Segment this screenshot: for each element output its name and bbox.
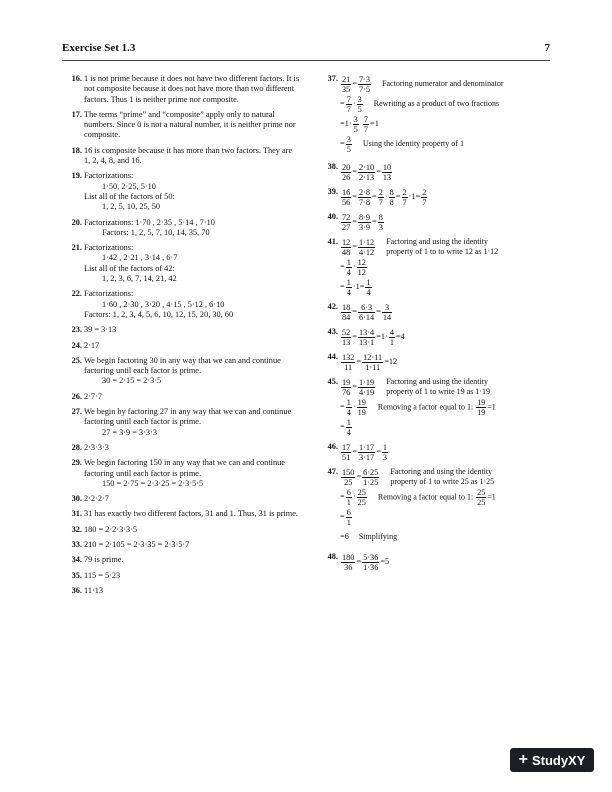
problem-41: 41. $\frac{12}{48}$ = $\frac{1\cdot 12}{4\cdot 12}$ Factoring and using the identity property of 1 to to write 12 as 1·12 = $\frac{1}{4}$ · $\frac{12}{12}$ = $\frac{1}{4}$ · 1 = $\frac{1}{4}$ bbox=[327, 237, 499, 297]
problem-text: 1·42 , 2·21 , 3·14 , 6·7 bbox=[102, 253, 178, 263]
problem-item bbox=[62, 74, 300, 105]
problem-item bbox=[62, 540, 300, 550]
problem-text: List all of the factors of 42: bbox=[84, 263, 175, 273]
problem-text: 180 = 2·2·3·3·5 bbox=[84, 524, 138, 534]
studyxy-logo: + StudyXY bbox=[510, 748, 594, 772]
problem-number: 19. bbox=[71, 171, 82, 181]
problem-number: 24. bbox=[71, 340, 82, 350]
problem-item bbox=[62, 325, 300, 335]
header-rule bbox=[62, 60, 550, 61]
problem-item bbox=[62, 171, 300, 212]
page-number: 7 bbox=[544, 42, 550, 54]
problem-item bbox=[62, 218, 300, 239]
page-header bbox=[62, 42, 550, 58]
problem-number: 27. bbox=[71, 407, 82, 417]
section-title: Exercise Set 1.3 bbox=[62, 42, 136, 54]
plus-icon: + bbox=[518, 751, 528, 768]
problem-number: 20. bbox=[71, 217, 82, 227]
problem-item bbox=[62, 509, 300, 519]
problem-item bbox=[62, 586, 300, 596]
problem-text: Factorizations: bbox=[84, 243, 134, 253]
problem-42: 42. $\frac{18}{84}$ = $\frac{6\cdot 3}{6\cdot 14}$ = $\frac{3}{14}$ bbox=[327, 302, 392, 322]
problem-number: 30. bbox=[71, 494, 82, 504]
problem-47: 47. $\frac{150}{25}$ = $\frac{6\cdot 25}{1\cdot 25}$ Factoring and using the identity property of 1 to write 25 as 1·25 = $\frac{6}{1}$ · $\frac{25}{25}$ Removing a factor equal to 1: $\frac{25}{25}$ =1 = $\frac{6}{1}$ = 6 Simplifying bbox=[327, 467, 496, 541]
problem-number: 32. bbox=[71, 524, 82, 534]
problem-number: 35. bbox=[71, 570, 82, 580]
problem-text: 39 = 3·13 bbox=[84, 325, 117, 335]
problem-item bbox=[62, 443, 300, 453]
problem-item bbox=[62, 458, 300, 489]
problem-number: 33. bbox=[71, 539, 82, 549]
problem-text: We begin factoring 30 in any way that we can and continue factoring until each factor is prime. bbox=[84, 355, 281, 376]
problem-item bbox=[62, 356, 300, 387]
problem-item bbox=[62, 392, 300, 402]
problem-text: 2·17 bbox=[84, 340, 100, 350]
problem-text: 1 is not prime because it does not have two different factors. It is not composite because it does not have more than two different factors. Thus 1 is neither prime nor composite. bbox=[84, 74, 300, 104]
problem-item bbox=[62, 146, 300, 167]
problem-item bbox=[62, 341, 300, 351]
problem-text: The terms “prime” and “composite” apply only to natural numbers. Since 0 is not a natural number, it is neither prime nor composite. bbox=[84, 109, 296, 140]
problem-44: 44. $\frac{132}{11}$ = $\frac{12\cdot 11}{1\cdot 11}$ = 12 bbox=[327, 352, 398, 372]
problem-38: 38. $\frac{20}{26}$ = $\frac{2\cdot 10}{2\cdot 13}$ = $\frac{10}{13}$ bbox=[327, 162, 392, 182]
problem-text: 1, 2, 5, 10, 25, 50 bbox=[102, 202, 161, 212]
problem-text: 150 = 2·75 = 2·3·25 = 2·3·5·5 bbox=[102, 478, 204, 488]
problem-number: 17. bbox=[71, 109, 82, 119]
problem-number: 26. bbox=[71, 391, 82, 401]
problem-item bbox=[62, 494, 300, 504]
problem-text: List all of the factors of 50: bbox=[84, 191, 175, 201]
problem-48: 48. $\frac{180}{36}$ = $\frac{5\cdot 36}{1\cdot 36}$ = 5 bbox=[327, 552, 390, 572]
problem-item bbox=[62, 525, 300, 535]
problem-text: Factors: 1, 2, 5, 7, 10, 14, 35, 70 bbox=[102, 227, 210, 237]
problem-text: 2·7·7 bbox=[84, 391, 102, 401]
problem-number: 36. bbox=[71, 585, 82, 595]
problem-item bbox=[62, 243, 300, 284]
problem-number: 34. bbox=[71, 555, 82, 565]
problem-text: 79 is prime. bbox=[84, 555, 124, 565]
problem-number: 16. bbox=[71, 74, 82, 83]
problem-text: Factorizations: 1·70 , 2·35 , 5·14 , 7·10 bbox=[84, 217, 215, 227]
problem-text: 11·13 bbox=[84, 585, 104, 595]
right-column bbox=[318, 74, 558, 577]
problem-number: 25. bbox=[71, 355, 82, 365]
problem-number: 29. bbox=[71, 458, 82, 468]
problem-number: 28. bbox=[71, 442, 82, 452]
problem-item bbox=[62, 407, 300, 438]
problem-number: 22. bbox=[71, 289, 82, 299]
problem-text: 210 = 2·105 = 2·3·35 = 2·3·5·7 bbox=[84, 539, 190, 549]
problem-text: 1·50, 2·25, 5·10 bbox=[102, 181, 156, 191]
problem-37: 37. $\frac{21}{35}$ = $\frac{7\cdot 3}{7\cdot 5}$ Factoring numerator and denominator = $\frac{7}{7}$ · $\frac{3}{5}$ Rewriting as a product of two fractions = 1 · $\frac{3}{5}$ $\frac{7}{7}$ = 1 = $\frac{3}{5}$ Using the identity property of 1 bbox=[327, 74, 504, 154]
problem-text: We begin factoring 150 in any way that we can and continue factoring until each factor is prime. bbox=[84, 458, 285, 478]
problem-text: 2·3·3·3 bbox=[84, 442, 109, 452]
problem-46: 46. $\frac{17}{51}$ = $\frac{1\cdot 17}{3\cdot 17}$ = $\frac{1}{3}$ bbox=[327, 442, 388, 462]
problem-text: 31 has exactly two different factors, 31 and 1. Thus, 31 is prime. bbox=[84, 509, 298, 519]
problem-text: Factorizations: bbox=[84, 289, 134, 299]
problem-text: We begin by factoring 27 in any way that we can and continue factoring until each factor is prime. bbox=[84, 407, 292, 427]
problem-number: 18. bbox=[71, 145, 82, 155]
problem-text: 2·2·2·7 bbox=[84, 494, 109, 504]
problem-item bbox=[62, 110, 300, 141]
problem-item bbox=[62, 555, 300, 565]
problem-number: 31. bbox=[71, 509, 82, 519]
left-column bbox=[62, 74, 300, 601]
problem-text: Factorizations: bbox=[84, 171, 134, 181]
problem-text: 1, 2, 3, 6, 7, 14, 21, 42 bbox=[102, 274, 177, 284]
problem-text: 30 = 2·15 = 2·3·5 bbox=[102, 376, 162, 386]
problem-number: 21. bbox=[71, 243, 82, 253]
problem-text: 27 = 3·9 = 3·3·3 bbox=[102, 427, 157, 437]
problem-39: 39. $\frac{16}{56}$ = $\frac{2\cdot 8}{7\cdot 8}$ = $\frac{2}{7}$ · $\frac{8}{8}$ = $\frac{2}{7}$ · 1 = $\frac{2}{7}$ bbox=[327, 187, 427, 207]
problem-text: 115 = 5·23 bbox=[84, 570, 121, 580]
problem-text: 16 is composite because it has more than two factors. They are 1, 2, 4, 8, and 16. bbox=[84, 145, 293, 166]
problem-45: 45. $\frac{19}{76}$ = $\frac{1\cdot 19}{4\cdot 19}$ Factoring and using the identity property of 1 to write 19 as 1·19 = $\frac{1}{4}$ · $\frac{19}{19}$ Removing a factor equal to 1: $\frac{19}{19}$ =1 = $\frac{1}{4}$ bbox=[327, 377, 496, 437]
problem-text: Factors: 1, 2, 3, 4, 5, 6, 10, 12, 15, 20, 30, 60 bbox=[84, 309, 234, 319]
problem-item bbox=[62, 571, 300, 581]
problem-43: 43. $\frac{52}{13}$ = $\frac{13\cdot 4}{13\cdot 1}$ = 1 · $\frac{4}{1}$ = 4 bbox=[327, 327, 405, 347]
problem-40: 40. $\frac{72}{27}$ = $\frac{8\cdot 9}{3\cdot 9}$ = $\frac{8}{3}$ bbox=[327, 212, 383, 232]
problem-text: 1·60 , 2·30 , 3·20 , 4·15 , 5·12 , 6·10 bbox=[102, 299, 225, 309]
problem-item bbox=[62, 289, 300, 320]
problem-number: 23. bbox=[71, 325, 82, 335]
